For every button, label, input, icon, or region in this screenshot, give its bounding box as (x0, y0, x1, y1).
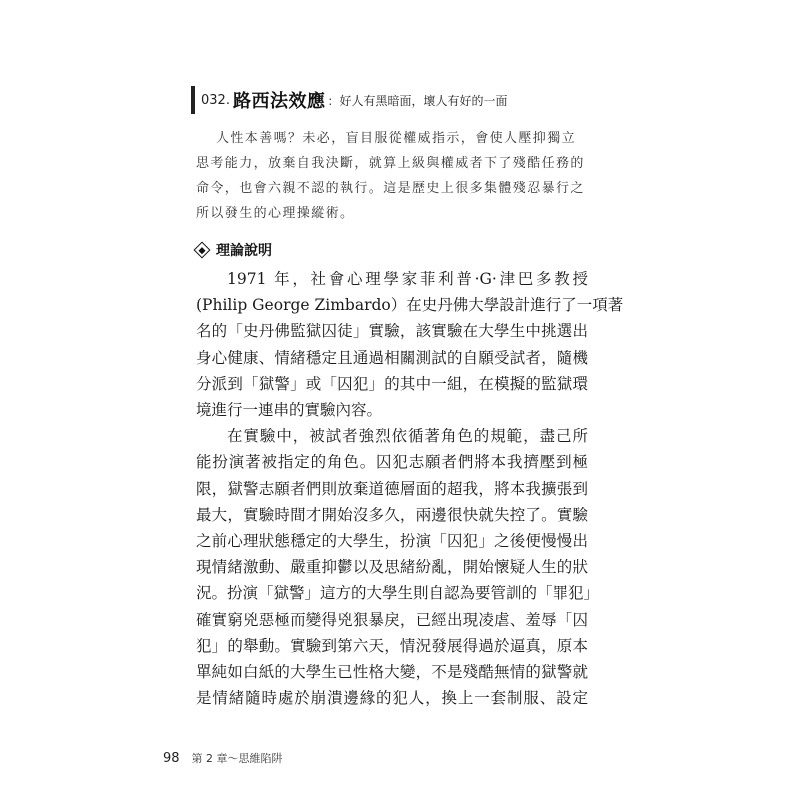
header-title: 路西法效應 (232, 91, 326, 112)
body-line: 能扮演著被指定的角色。囚犯志願者們將本我擠壓到極 (196, 453, 588, 472)
diamond-icon (194, 242, 211, 259)
section-title: 理論說明 (216, 243, 272, 259)
intro-paragraph (196, 126, 596, 226)
section-heading (196, 240, 272, 260)
body-line: 分派到「獄警」或「囚犯」的其中一組，在模擬的監獄環 (196, 374, 588, 393)
header-bar (191, 86, 195, 114)
body-line: 單純如白紙的大學生已性格大變，不是殘酷無情的獄警就 (196, 663, 588, 682)
body-line: 在實驗中，被試者強烈依循著角色的規範，盡己所 (227, 427, 588, 446)
body-line: 名的「史丹佛監獄囚徒」實驗，該實驗在大學生中挑選出 (196, 322, 588, 341)
chapter-label: 第 2 章～思維陷阱 (191, 752, 283, 765)
chapter-header (191, 86, 611, 114)
body-line: 現情緒激動、嚴重抑鬱以及思緒紛亂，開始懷疑人生的狀 (196, 558, 588, 577)
body-line: 境進行一連串的實驗內容。 (196, 401, 383, 420)
body-line: 限，獄警志願者們則放棄道德層面的超我，將本我擴張到 (196, 479, 588, 498)
body-line: 身心健康、情緒穩定且通過相關測試的自願受試者，隨機 (196, 348, 588, 367)
body-line: 1971 年，社會心理學家菲利普·G·津巴多教授 (227, 270, 588, 288)
body-line: 最大，實驗時間才開始沒多久，兩邊很快就失控了。實驗 (196, 505, 588, 524)
intro-line: 人性本善嗎？未必，盲目服從權威指示，會使人壓抑獨立 (216, 131, 577, 146)
body-line: (Philip George Zimbardo）在史丹佛大學設計進行了一項著 (196, 296, 624, 315)
body-line: 之前心理狀態穩定的大學生，扮演「囚犯」之後便慢慢出 (196, 532, 588, 551)
intro-line: 命令，也會六親不認的執行。這是歷史上很多集體殘忍暴行之 (196, 181, 585, 196)
header-number: 032. (201, 92, 230, 108)
body-line: 況。扮演「獄警」這方的大學生則自認為要管訓的「罪犯」 (196, 584, 600, 603)
page-footer (163, 750, 283, 766)
header-subtitle: ：好人有黑暗面，壞人有好的一面 (327, 93, 508, 108)
intro-line: 思考能力，放棄自我決斷，就算上級與權威者下了殘酷任務的 (196, 156, 585, 171)
body-line: 確實窮兇惡極而變得兇狠暴戾，已經出現凌虐、羞辱「囚 (196, 610, 588, 629)
intro-line: 所以發生的心理操縱術。 (196, 206, 355, 221)
page-number: 98 (163, 750, 180, 766)
body-text (196, 266, 624, 711)
body-line: 犯」的舉動。實驗到第六天，情況發展得過於逼真，原本 (196, 636, 588, 655)
body-line: 是情緒隨時處於崩潰邊緣的犯人，換上一套制服、設定 (196, 689, 588, 708)
